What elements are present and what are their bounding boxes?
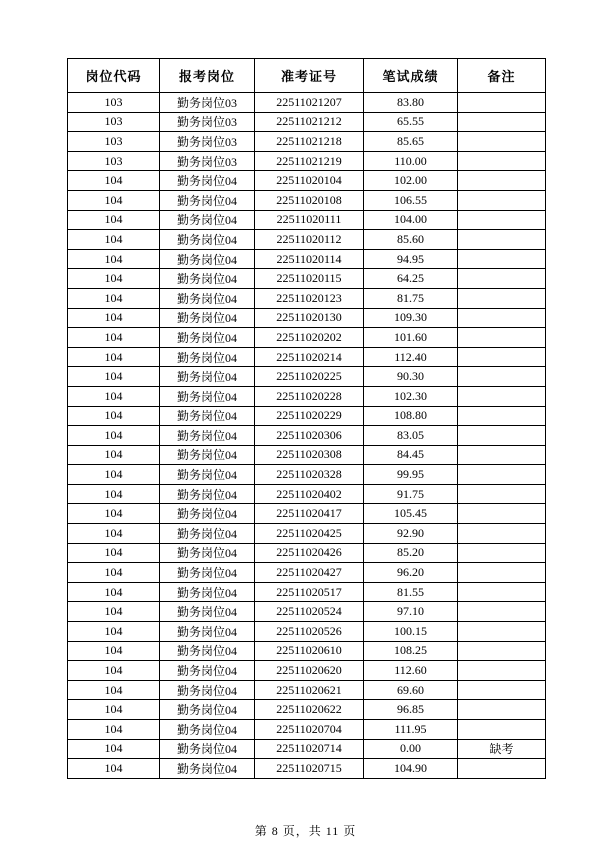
table-cell: 64.25 <box>364 269 458 289</box>
table-row <box>68 641 546 661</box>
table-cell: 勤务岗位04 <box>160 582 255 602</box>
table-cell: 勤务岗位04 <box>160 249 255 269</box>
table-cell: 108.80 <box>364 406 458 426</box>
table-cell <box>458 680 546 700</box>
table-cell: 104 <box>68 504 160 524</box>
table-cell: 勤务岗位04 <box>160 484 255 504</box>
table-cell: 22511021207 <box>255 93 364 113</box>
table-cell <box>458 386 546 406</box>
table-cell: 22511020111 <box>255 210 364 230</box>
table-cell: 110.00 <box>364 151 458 171</box>
table-cell: 勤务岗位04 <box>160 680 255 700</box>
table-cell <box>458 504 546 524</box>
column-header-written-score: 笔试成绩 <box>364 59 458 93</box>
table-cell: 勤务岗位04 <box>160 465 255 485</box>
table-cell: 104 <box>68 680 160 700</box>
table-cell <box>458 759 546 779</box>
table-cell: 104 <box>68 465 160 485</box>
table-cell <box>458 190 546 210</box>
table-cell: 勤务岗位04 <box>160 602 255 622</box>
table-cell <box>458 93 546 113</box>
table-cell <box>458 230 546 250</box>
table-row <box>68 171 546 191</box>
table-cell <box>458 622 546 642</box>
table-row <box>68 132 546 152</box>
table-cell: 勤务岗位04 <box>160 210 255 230</box>
table-cell: 勤务岗位04 <box>160 622 255 642</box>
table-cell: 90.30 <box>364 367 458 387</box>
table-cell <box>458 563 546 583</box>
table-cell: 22511020426 <box>255 543 364 563</box>
table-row <box>68 230 546 250</box>
table-cell: 22511020526 <box>255 622 364 642</box>
table-row <box>68 288 546 308</box>
table-body <box>68 93 546 779</box>
table-cell: 104 <box>68 308 160 328</box>
table-cell: 100.15 <box>364 622 458 642</box>
table-cell: 勤务岗位04 <box>160 720 255 740</box>
table-cell: 104 <box>68 190 160 210</box>
page-footer: 第 8 页，共 11 页 <box>254 824 357 838</box>
table-row <box>68 93 546 113</box>
table-cell: 22511020114 <box>255 249 364 269</box>
table-cell: 勤务岗位04 <box>160 269 255 289</box>
table-cell <box>458 543 546 563</box>
table-cell <box>458 347 546 367</box>
table-cell: 勤务岗位04 <box>160 190 255 210</box>
table-cell: 85.60 <box>364 230 458 250</box>
table-cell: 104 <box>68 367 160 387</box>
table-cell <box>458 367 546 387</box>
table-cell <box>458 700 546 720</box>
table-cell <box>458 132 546 152</box>
table-cell: 97.10 <box>364 602 458 622</box>
table-cell: 22511020214 <box>255 347 364 367</box>
table-cell: 103 <box>68 132 160 152</box>
table-cell: 96.20 <box>364 563 458 583</box>
table-row <box>68 720 546 740</box>
table-cell: 22511020130 <box>255 308 364 328</box>
table-row <box>68 367 546 387</box>
table-cell: 94.95 <box>364 249 458 269</box>
table-cell <box>458 406 546 426</box>
table-cell <box>458 308 546 328</box>
table-cell: 勤务岗位04 <box>160 661 255 681</box>
table-cell: 22511020202 <box>255 328 364 348</box>
table-cell: 102.00 <box>364 171 458 191</box>
table-row <box>68 504 546 524</box>
table-cell: 22511020104 <box>255 171 364 191</box>
table-row <box>68 347 546 367</box>
table-row <box>68 386 546 406</box>
table-cell: 勤务岗位04 <box>160 739 255 759</box>
table-cell: 104 <box>68 484 160 504</box>
table-row <box>68 602 546 622</box>
table-cell: 勤务岗位03 <box>160 112 255 132</box>
table-cell: 勤务岗位04 <box>160 759 255 779</box>
table-row <box>68 759 546 779</box>
table-cell: 勤务岗位04 <box>160 524 255 544</box>
table-cell: 勤务岗位04 <box>160 308 255 328</box>
table-cell: 22511021212 <box>255 112 364 132</box>
table-cell: 22511020704 <box>255 720 364 740</box>
table-cell: 104 <box>68 739 160 759</box>
table-cell: 85.20 <box>364 543 458 563</box>
table-cell: 22511020610 <box>255 641 364 661</box>
table-cell: 81.55 <box>364 582 458 602</box>
table-cell: 勤务岗位03 <box>160 151 255 171</box>
table-row <box>68 269 546 289</box>
column-header-admission-number: 准考证号 <box>255 59 364 93</box>
table-cell: 22511020402 <box>255 484 364 504</box>
table-cell: 勤务岗位04 <box>160 230 255 250</box>
table-cell: 104 <box>68 720 160 740</box>
table-cell: 22511020115 <box>255 269 364 289</box>
table-row <box>68 680 546 700</box>
table-cell: 83.80 <box>364 93 458 113</box>
table-cell: 103 <box>68 112 160 132</box>
table-cell: 104 <box>68 328 160 348</box>
table-cell <box>458 582 546 602</box>
table-cell: 104 <box>68 249 160 269</box>
table-row <box>68 484 546 504</box>
table-row <box>68 543 546 563</box>
table-cell: 22511020715 <box>255 759 364 779</box>
table-cell: 109.30 <box>364 308 458 328</box>
table-cell <box>458 269 546 289</box>
table-cell: 22511020517 <box>255 582 364 602</box>
table-cell: 22511020123 <box>255 288 364 308</box>
table-cell: 22511020228 <box>255 386 364 406</box>
table-cell: 勤务岗位03 <box>160 93 255 113</box>
table-header-row <box>68 59 546 93</box>
column-header-position-code: 岗位代码 <box>68 59 160 93</box>
table-cell: 103 <box>68 93 160 113</box>
table-cell: 106.55 <box>364 190 458 210</box>
table-row <box>68 151 546 171</box>
table-cell: 22511021219 <box>255 151 364 171</box>
table-cell: 102.30 <box>364 386 458 406</box>
table-cell: 104 <box>68 524 160 544</box>
table-cell: 104 <box>68 641 160 661</box>
table-cell: 勤务岗位04 <box>160 367 255 387</box>
table-cell: 勤务岗位04 <box>160 543 255 563</box>
table-row <box>68 622 546 642</box>
table-cell: 勤务岗位04 <box>160 347 255 367</box>
table-row <box>68 661 546 681</box>
table-cell: 勤务岗位04 <box>160 171 255 191</box>
table-cell <box>458 445 546 465</box>
score-table <box>67 58 546 779</box>
table-cell <box>458 171 546 191</box>
table-cell: 22511020620 <box>255 661 364 681</box>
table-cell: 缺考 <box>458 739 546 759</box>
table-cell: 104 <box>68 347 160 367</box>
table-cell: 勤务岗位04 <box>160 445 255 465</box>
table-cell: 104 <box>68 582 160 602</box>
table-row <box>68 328 546 348</box>
table-row <box>68 563 546 583</box>
table-cell: 22511020524 <box>255 602 364 622</box>
table-cell <box>458 465 546 485</box>
table-row <box>68 445 546 465</box>
table-cell: 勤务岗位04 <box>160 288 255 308</box>
table-cell: 104.00 <box>364 210 458 230</box>
table-cell: 112.40 <box>364 347 458 367</box>
table-cell: 勤务岗位04 <box>160 700 255 720</box>
table-row <box>68 190 546 210</box>
table-row <box>68 524 546 544</box>
table-cell: 91.75 <box>364 484 458 504</box>
table-row <box>68 112 546 132</box>
table-cell: 22511021218 <box>255 132 364 152</box>
table-cell: 勤务岗位04 <box>160 328 255 348</box>
table-cell: 104 <box>68 426 160 446</box>
table-cell: 104 <box>68 622 160 642</box>
table-cell: 104 <box>68 171 160 191</box>
table-cell <box>458 641 546 661</box>
table-cell: 83.05 <box>364 426 458 446</box>
table-row <box>68 582 546 602</box>
table-row <box>68 465 546 485</box>
table-cell: 0.00 <box>364 739 458 759</box>
table-row <box>68 739 546 759</box>
table-row <box>68 426 546 446</box>
table-cell: 103 <box>68 151 160 171</box>
table-cell: 22511020225 <box>255 367 364 387</box>
table-cell: 108.25 <box>364 641 458 661</box>
table-cell: 22511020622 <box>255 700 364 720</box>
table-cell: 104 <box>68 230 160 250</box>
table-cell: 勤务岗位04 <box>160 406 255 426</box>
column-header-applied-position: 报考岗位 <box>160 59 255 93</box>
table-cell: 96.85 <box>364 700 458 720</box>
table-cell <box>458 524 546 544</box>
table-cell: 22511020306 <box>255 426 364 446</box>
table-cell: 104 <box>68 563 160 583</box>
table-cell: 81.75 <box>364 288 458 308</box>
table-cell: 22511020308 <box>255 445 364 465</box>
table-cell <box>458 151 546 171</box>
table-cell: 69.60 <box>364 680 458 700</box>
table-cell: 22511020108 <box>255 190 364 210</box>
table-cell: 101.60 <box>364 328 458 348</box>
table-cell <box>458 661 546 681</box>
table-cell <box>458 426 546 446</box>
table-cell: 22511020425 <box>255 524 364 544</box>
table-cell: 22511020112 <box>255 230 364 250</box>
table-cell: 105.45 <box>364 504 458 524</box>
table-row <box>68 700 546 720</box>
table-cell: 104 <box>68 759 160 779</box>
table-cell: 104 <box>68 602 160 622</box>
table-cell: 112.60 <box>364 661 458 681</box>
table-cell: 22511020229 <box>255 406 364 426</box>
table-cell: 104 <box>68 661 160 681</box>
table-cell: 勤务岗位03 <box>160 132 255 152</box>
table-cell: 勤务岗位04 <box>160 386 255 406</box>
table-row <box>68 210 546 230</box>
column-header-remarks: 备注 <box>458 59 546 93</box>
table-cell: 22511020328 <box>255 465 364 485</box>
table-cell: 勤务岗位04 <box>160 641 255 661</box>
table-cell: 84.45 <box>364 445 458 465</box>
table-cell: 104.90 <box>364 759 458 779</box>
table-cell: 104 <box>68 700 160 720</box>
table-row <box>68 308 546 328</box>
table-cell: 22511020427 <box>255 563 364 583</box>
table-cell <box>458 112 546 132</box>
table-cell: 111.95 <box>364 720 458 740</box>
table-cell: 104 <box>68 288 160 308</box>
table-cell: 104 <box>68 445 160 465</box>
table-cell: 104 <box>68 269 160 289</box>
table-cell <box>458 288 546 308</box>
table-cell: 勤务岗位04 <box>160 563 255 583</box>
table-cell <box>458 602 546 622</box>
table-cell: 22511020417 <box>255 504 364 524</box>
table-cell: 104 <box>68 386 160 406</box>
table-row <box>68 249 546 269</box>
table-cell: 65.55 <box>364 112 458 132</box>
table-cell: 22511020714 <box>255 739 364 759</box>
table-cell: 92.90 <box>364 524 458 544</box>
table-cell <box>458 720 546 740</box>
table-cell: 104 <box>68 406 160 426</box>
table-cell <box>458 484 546 504</box>
table-cell: 22511020621 <box>255 680 364 700</box>
table-cell: 99.95 <box>364 465 458 485</box>
table-cell: 勤务岗位04 <box>160 426 255 446</box>
table-cell: 104 <box>68 210 160 230</box>
table-cell <box>458 328 546 348</box>
table-cell: 勤务岗位04 <box>160 504 255 524</box>
table-cell: 85.65 <box>364 132 458 152</box>
table-cell <box>458 249 546 269</box>
table-row <box>68 406 546 426</box>
table-cell: 104 <box>68 543 160 563</box>
table-cell <box>458 210 546 230</box>
